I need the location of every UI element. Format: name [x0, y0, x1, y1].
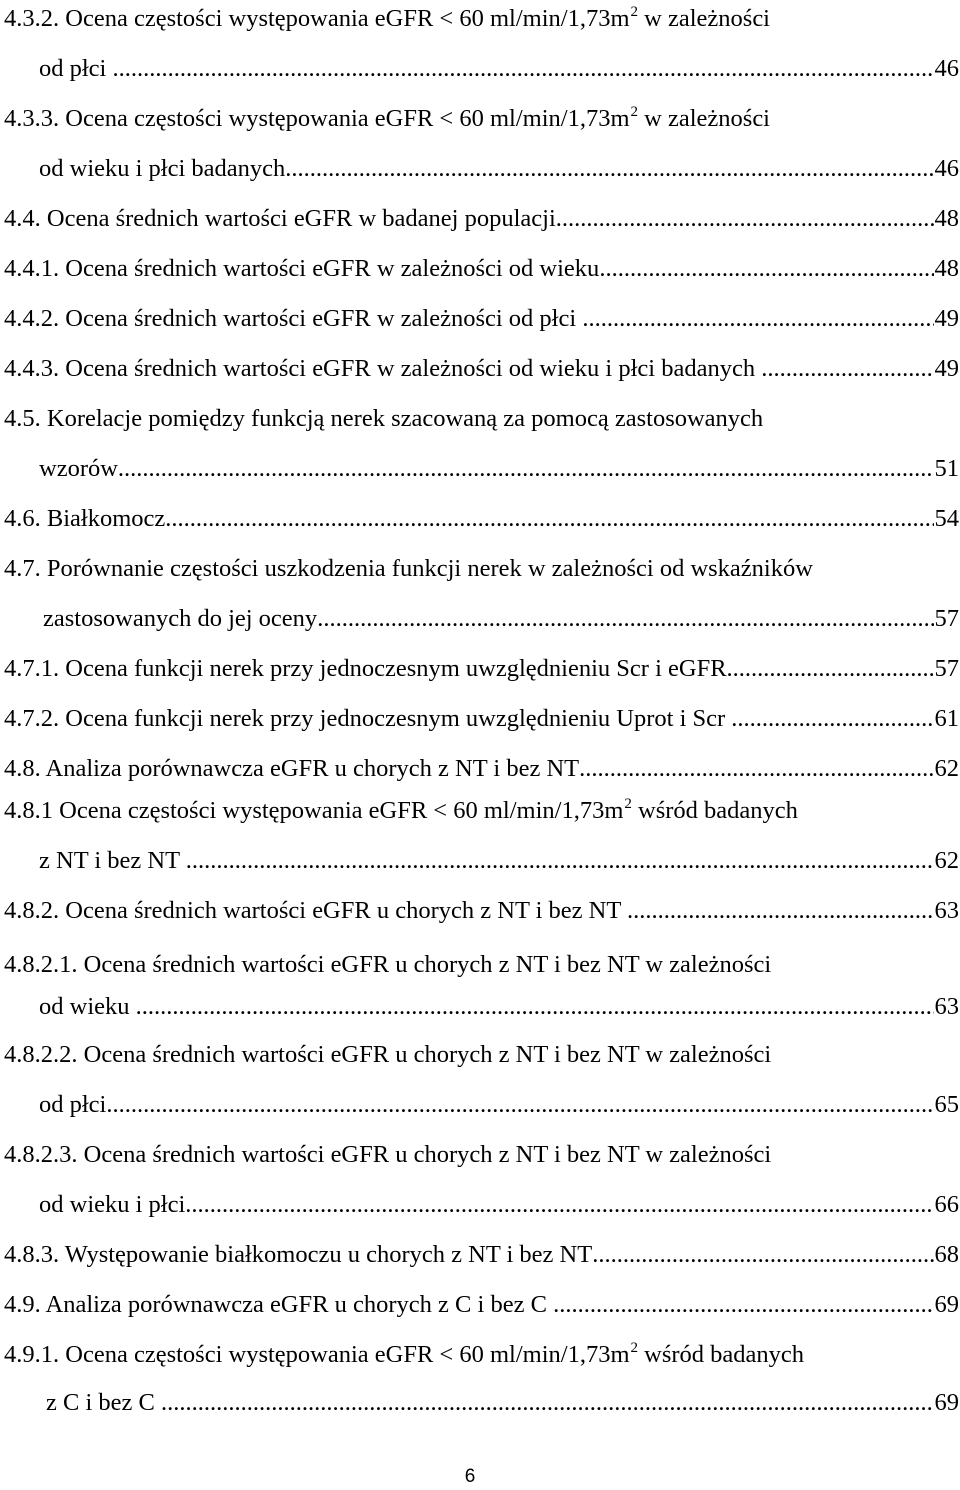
toc-entry-title: Ocena średnich wartości eGFR w zależności od wieku — [59, 255, 600, 282]
toc-entry-number: 4.7.1. — [4, 655, 60, 682]
toc-entry[interactable] — [4, 896, 959, 926]
dot-leader — [761, 354, 933, 384]
toc-page-number: 68 — [934, 1241, 959, 1268]
toc-entry-title: od płci — [39, 55, 113, 82]
superscript: 2 — [630, 4, 639, 20]
toc-entry-title: Analiza porównawcza eGFR u chorych z C i bez C — [40, 1291, 554, 1318]
toc-entry-title: wzorów — [39, 455, 118, 482]
toc-entry-title: Analiza porównawcza eGFR u chorych z NT i bez NT — [40, 755, 580, 782]
toc-entry-title: Ocena średnich wartości eGFR w zależności od wieku i płci badanych — [59, 355, 762, 382]
toc-entry-number: 4.4.2. — [4, 305, 60, 332]
toc-entry-number: 4.8.1 — [4, 797, 53, 824]
toc-entry[interactable] — [4, 1290, 959, 1320]
toc-page-number: 63 — [934, 993, 959, 1020]
toc-entry-title: Ocena średnich wartości eGFR u chorych z NT i bez NT w zależności — [77, 951, 772, 978]
toc-entry[interactable] — [4, 354, 959, 384]
superscript: 2 — [630, 104, 639, 120]
dot-leader — [582, 304, 933, 334]
toc-entry-number: 4.8.2.2. — [4, 1041, 78, 1068]
toc-entry-title: z NT i bez NT — [39, 847, 186, 874]
toc-entry — [4, 950, 771, 980]
toc-entry-number: 4.8.3. — [4, 1241, 60, 1268]
toc-entry-number: 4.4. — [4, 205, 41, 232]
toc-entry-title: Ocena funkcji nerek przy jednoczesnym uwzględnieniu Uprot i Scr — [59, 705, 732, 732]
toc-page-number: 65 — [934, 1091, 959, 1118]
toc-page-number: 51 — [934, 455, 959, 482]
dot-leader — [556, 204, 934, 234]
toc-entry-title: Porównanie częstości uszkodzenia funkcji nerek w zależności od wskaźników — [40, 555, 813, 582]
dot-leader — [599, 254, 933, 284]
toc-page-number: 54 — [934, 505, 959, 532]
toc-entry-title-cont: wśród badanych — [638, 1341, 805, 1368]
toc-page-number: 48 — [934, 255, 959, 282]
toc-entry-continuation[interactable] — [39, 1190, 959, 1220]
toc-entry[interactable] — [4, 254, 959, 284]
toc-entry-title: Ocena średnich wartości eGFR u chorych z NT i bez NT w zależności — [77, 1141, 772, 1168]
dot-leader — [186, 846, 934, 876]
toc-entry-continuation[interactable] — [46, 1388, 959, 1418]
dot-leader — [285, 154, 933, 184]
dot-leader — [106, 1090, 933, 1120]
toc-page-number: 49 — [934, 355, 959, 382]
toc-page-number: 69 — [934, 1389, 959, 1416]
toc-entry[interactable] — [4, 704, 959, 734]
toc-entry-title: Ocena średnich wartości eGFR u chorych z NT i bez NT w zależności — [77, 1041, 772, 1068]
toc-entry-title: Ocena częstości występowania eGFR < 60 ml/min/1,73m — [59, 1341, 630, 1368]
toc-entry[interactable] — [4, 754, 959, 784]
dot-leader — [113, 54, 934, 84]
toc-entry-title: Ocena średnich wartości eGFR w badanej populacji — [40, 205, 556, 232]
toc-entry-title: Ocena częstości występowania eGFR < 60 ml/min/1,73m — [59, 105, 630, 132]
toc-entry-number: 4.4.1. — [4, 255, 60, 282]
toc-entry — [4, 104, 770, 134]
toc-entry — [4, 404, 763, 434]
toc-page-number: 63 — [934, 897, 959, 924]
dot-leader — [731, 704, 933, 734]
toc-entry[interactable] — [4, 654, 959, 684]
toc-entry-title-cont: w zależności — [638, 5, 770, 32]
toc-entry-title: Korelacje pomiędzy funkcją nerek szacowaną za pomocą zastosowanych — [40, 405, 764, 432]
dot-leader — [553, 1290, 933, 1320]
toc-entry-title: od płci — [39, 1091, 107, 1118]
toc-entry-title-cont: w zależności — [638, 105, 770, 132]
toc-entry-continuation[interactable] — [39, 154, 959, 184]
toc-page-number: 57 — [934, 655, 959, 682]
toc-entry-number: 4.6. — [4, 505, 41, 532]
toc-entry-number: 4.5. — [4, 405, 41, 432]
toc-entry-continuation[interactable] — [39, 992, 959, 1022]
toc-entry — [4, 4, 770, 34]
toc-entry-title: Ocena średnich wartości eGFR w zależności od płci — [59, 305, 583, 332]
toc-entry-title: Ocena częstości występowania eGFR < 60 ml/min/1,73m — [53, 797, 624, 824]
toc-page-number: 57 — [934, 605, 959, 632]
dot-leader — [136, 992, 934, 1022]
toc-page-number: 46 — [934, 155, 959, 182]
toc-page-number: 62 — [934, 847, 959, 874]
toc-entry — [4, 554, 813, 584]
toc-page-number: 46 — [934, 55, 959, 82]
toc-entry — [4, 1040, 771, 1070]
superscript: 2 — [630, 1340, 639, 1356]
toc-entry[interactable] — [4, 304, 959, 334]
dot-leader — [118, 454, 934, 484]
toc-entry — [4, 1340, 804, 1370]
toc-entry-continuation[interactable] — [39, 54, 959, 84]
toc-entry-title: Białkomocz — [40, 505, 166, 532]
toc-entry-number: 4.8.2. — [4, 897, 60, 924]
dot-leader — [627, 896, 934, 926]
toc-entry-number: 4.7.2. — [4, 705, 60, 732]
toc-entry-number: 4.8. — [4, 755, 41, 782]
superscript: 2 — [624, 796, 632, 812]
toc-entry-title: zastosowanych do jej oceny — [43, 605, 318, 632]
dot-leader — [579, 754, 933, 784]
dot-leader — [165, 504, 933, 534]
toc-entry-title: od wieku i płci — [39, 1191, 186, 1218]
toc-entry-title: Ocena średnich wartości eGFR u chorych z NT i bez NT — [59, 897, 627, 924]
toc-page-number: 61 — [934, 705, 959, 732]
dot-leader — [317, 604, 933, 634]
toc-entry-title-cont: wśród badanych — [631, 797, 798, 824]
toc-entry[interactable] — [4, 1240, 959, 1270]
toc-page-number: 66 — [934, 1191, 959, 1218]
toc-page-number: 62 — [934, 755, 959, 782]
toc-entry — [4, 1140, 771, 1170]
toc-entry-number: 4.7. — [4, 555, 41, 582]
dot-leader — [727, 654, 934, 684]
toc-entry-title: Ocena funkcji nerek przy jednoczesnym uwzględnieniu Scr i eGFR — [59, 655, 727, 682]
toc-entry-continuation[interactable] — [39, 846, 959, 876]
toc-entry-number: 4.9. — [4, 1291, 41, 1318]
toc-entry-continuation[interactable] — [39, 1090, 959, 1120]
toc-page-number: 48 — [934, 205, 959, 232]
toc-entry-title: od wieku — [39, 993, 136, 1020]
dot-leader — [592, 1240, 933, 1270]
toc-entry-number: 4.4.3. — [4, 355, 60, 382]
toc-entry-title: z C i bez C — [46, 1389, 161, 1416]
toc-entry-number: 4.3.2. — [4, 5, 60, 32]
toc-page-number: 49 — [934, 305, 959, 332]
toc-entry-continuation[interactable] — [43, 604, 959, 634]
toc-entry-title: Występowanie białkomoczu u chorych z NT i bez NT — [59, 1241, 593, 1268]
toc-entry — [4, 796, 798, 826]
toc-entry-number: 4.8.2.3. — [4, 1141, 78, 1168]
dot-leader — [185, 1190, 933, 1220]
toc-entry[interactable] — [4, 204, 959, 234]
toc-page-number: 69 — [934, 1291, 959, 1318]
toc-entry-title: Ocena częstości występowania eGFR < 60 ml/min/1,73m — [59, 5, 630, 32]
toc-entry-continuation[interactable] — [39, 454, 959, 484]
toc-entry-number: 4.9.1. — [4, 1341, 60, 1368]
toc-entry-number: 4.8.2.1. — [4, 951, 78, 978]
toc-entry-title: od wieku i płci badanych — [39, 155, 286, 182]
toc-entry-number: 4.3.3. — [4, 105, 60, 132]
dot-leader — [161, 1388, 934, 1418]
toc-entry[interactable] — [4, 504, 959, 534]
page-number: 6 — [464, 1466, 476, 1487]
